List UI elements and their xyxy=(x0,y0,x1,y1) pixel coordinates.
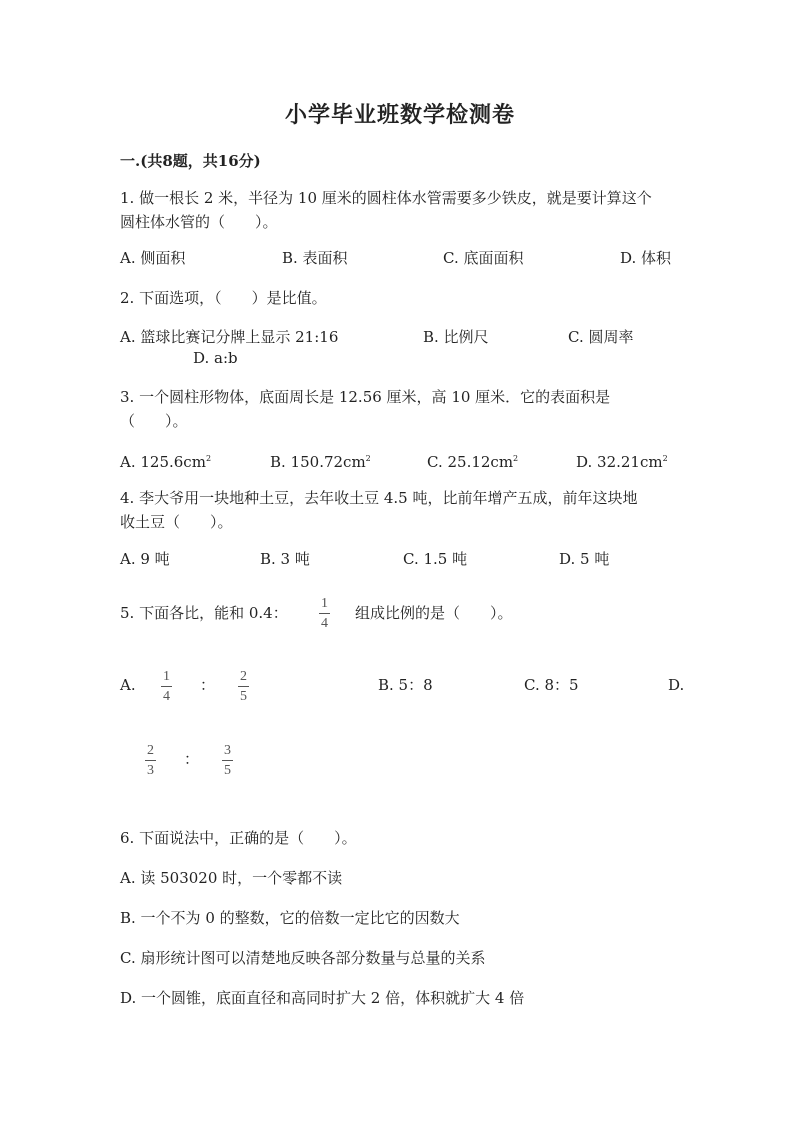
q5-option-d-label: D. xyxy=(668,676,685,694)
q3-option-c: C. $25.12cm^2$ xyxy=(427,453,519,471)
fraction-denominator: 5 xyxy=(240,689,247,704)
q2-option-b: B. 比例尺 xyxy=(423,328,489,346)
q1-option-c: C. 底面面积 xyxy=(443,249,524,267)
q4-option-d: D. 5 吨 xyxy=(559,550,610,568)
q2-option-a: A. 篮球比赛记分牌上显示 21:16 xyxy=(120,328,339,346)
fraction-denominator: 4 xyxy=(163,689,170,704)
q5-option-b: B. 5：8 xyxy=(378,676,433,694)
q5-option-d-colon: ： xyxy=(184,750,200,768)
question-1-line-1: 1. 做一根长 2 米，半径为 10 厘米的圆柱体水管需要多少铁皮，就是要计算这个 xyxy=(120,189,652,207)
question-4-line-1: 4. 李大爷用一块地种土豆，去年收土豆 4.5 吨，比前年增产五成，前年这块地 xyxy=(120,489,638,507)
q6-option-c: C. 扇形统计图可以清楚地反映各部分数量与总量的关系 xyxy=(120,949,486,967)
question-2: 2. 下面选项，（ ）是比值。 xyxy=(120,289,327,307)
page-title: 小学毕业班数学检测卷 xyxy=(284,102,515,128)
fraction-numerator: 3 xyxy=(224,743,231,758)
question-3-line-2: （ ）。 xyxy=(120,412,188,430)
question-5-suffix: 组成比例的是（ ）。 xyxy=(355,604,513,622)
q6-option-b: B. 一个不为 0 的整数，它的倍数一定比它的因数大 xyxy=(120,909,460,927)
q5-option-a-fraction-2 xyxy=(238,669,249,705)
fraction-numerator: 1 xyxy=(163,669,170,684)
question-4-line-2: 收土豆（ ）。 xyxy=(120,513,233,531)
q5-option-a-fraction-1 xyxy=(161,669,172,705)
q5-option-c: C. 8：5 xyxy=(524,676,579,694)
fraction-denominator: 5 xyxy=(224,763,231,778)
fraction-numerator: 2 xyxy=(147,743,154,758)
q3-option-b: B. $150.72cm^2$ xyxy=(270,453,371,471)
fraction-numerator: 1 xyxy=(321,596,328,611)
fraction-denominator: 4 xyxy=(321,616,328,631)
question-1-line-2: 圆柱体水管的（ ）。 xyxy=(120,213,278,231)
fraction-bar xyxy=(222,760,233,761)
q5-option-a-colon: ： xyxy=(200,676,216,694)
fraction-bar xyxy=(319,613,330,614)
q6-option-a: A. 读 503020 时，一个零都不读 xyxy=(120,869,343,887)
fraction-bar xyxy=(238,686,249,687)
fraction-denominator: 3 xyxy=(147,763,154,778)
q3-option-d: D. $32.21cm^2$ xyxy=(576,453,668,471)
q4-option-a: A. 9 吨 xyxy=(120,550,170,568)
q5-option-d-fraction-1 xyxy=(145,743,156,779)
q3-option-a: A. $125.6cm^2$ xyxy=(120,453,212,471)
fraction-bar xyxy=(161,686,172,687)
section-heading: 一.(共8题，共16分) xyxy=(120,152,261,170)
q2-option-c: C. 圆周率 xyxy=(568,328,634,346)
q6-option-d: D. 一个圆锥，底面直径和高同时扩大 2 倍，体积就扩大 4 倍 xyxy=(120,989,525,1007)
q1-option-d: D. 体积 xyxy=(620,249,672,267)
q1-option-a: A. 侧面积 xyxy=(120,249,186,267)
q5-option-d-fraction-2 xyxy=(222,743,233,779)
q2-option-d: D. a:b xyxy=(193,349,238,367)
q5-option-a-label: A. xyxy=(120,676,136,694)
fraction-bar xyxy=(145,760,156,761)
q1-option-b: B. 表面积 xyxy=(282,249,348,267)
q5-fraction xyxy=(319,596,330,632)
question-6: 6. 下面说法中，正确的是（ ）。 xyxy=(120,829,357,847)
q4-option-b: B. 3 吨 xyxy=(260,550,310,568)
question-5-prefix: 5. 下面各比，能和 0.4： xyxy=(120,604,288,622)
fraction-numerator: 2 xyxy=(240,669,247,684)
q4-option-c: C. 1.5 吨 xyxy=(403,550,468,568)
question-3-line-1: 3. 一个圆柱形物体，底面周长是 12.56 厘米，高 10 厘米．它的表面积是 xyxy=(120,388,611,406)
